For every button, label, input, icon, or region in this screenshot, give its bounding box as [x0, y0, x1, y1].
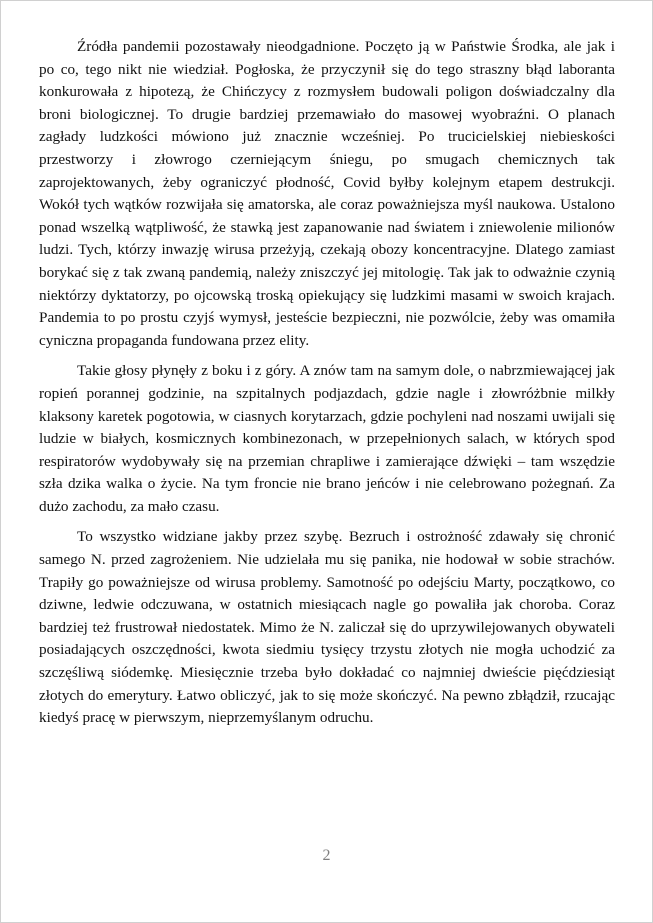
paragraph-2: Takie głosy płynęły z boku i z góry. A znów tam na samym dole, o nabrzmiewającej jak ropień porannej godzinie, na szpitalnych podjazdach, gdzie nagle i złowróżbnie milkły klaksony karetek pogotowia, w ciasnych korytarzach, gdzie pochyleni nad noszami uwijali się ludzie w białych, kosmicznych kombinezonach, w przepełnionych salach, w których spod respiratorów wydobywały się na przemian chrapliwe i zamierające dźwięki – tam wszędzie szła dzika walka o życie. Na tym froncie nie brano jeńców i nie celebrowano pożegnań. Za dużo zachodu, za mało czasu. — [39, 362, 615, 515]
body-text — [39, 36, 615, 738]
paragraph-3: To wszystko widziane jakby przez szybę. Bezruch i ostrożność zdawały się chronić samego N. przed zagrożeniem. Nie udzielała mu się panika, nie hodował w sobie strachów. Trapiły go poważniejsze od wirusa problemy. Samotność po odejściu Marty, początkowo, co dziwne, ledwie odczuwana, w ostatnich miesiącach nagle go powaliła jak choroba. Coraz bardziej też frustrował niedostatek. Mimo że N. zaliczał się do uprzywilejowanych obywateli posiadających oszczędności, kwota siedmiu tysięcy trzystu złotych nie mogła uchodzić za szczęśliwą siódemkę. Miesięcznie trzeba było dokładać co najmniej dwieście pięćdziesiąt złotych do emerytury. Łatwo obliczyć, jak to się może skończyć. Na pewno zbłądził, rzucając kiedyś pracę w pierwszym, nieprzemyślanym odruchu. — [39, 528, 615, 727]
paragraph-1: Źródła pandemii pozostawały nieodgadnione. Poczęto ją w Państwie Środka, ale jak i po co, tego nikt nie wiedział. Pogłoska, że przyczynił się do tego straszny błąd laboranta konkurowała z hipotezą, że Chińczycy z rozmysłem budowali poligon doświadczalny dla broni biologicznej. To drugie bardziej przemawiało do masowej wyobraźni. O planach zagłady ludzkości mówiono już znacznie wcześniej. Po trucicielskiej niebieskości przestworzy i złowrogo czerniejącym śniegu, po smugach chemicznych tak zaprojektowanych, żeby ograniczyć płodność, Covid byłby kolejnym etapem destrukcji. Wokół tych wątków rozwijała się amatorska, ale coraz poważniejsza myśl naukowa. Ustalono ponad wszelką wątpliwość, że stawką jest zapanowanie nad światem i zniewolenie milionów ludzi. Tych, którzy inwazję wirusa przeżyją, czekają obozy koncentracyjne. Dlatego zamiast borykać się z tak zwaną pandemią, należy zniszczyć jej mitologię. Tak jak to odważnie czynią niektórzy dyktatorzy, po ojcowską troską opiekujący się ludzkimi masami w swoich krajach. Pandemia to po prostu czyjś wymysł, jesteście bezpieczni, nie pozwólcie, żeby was omamiła cyniczna propaganda fundowana przez elity. — [39, 38, 615, 349]
page-number: 2 — [322, 847, 331, 864]
